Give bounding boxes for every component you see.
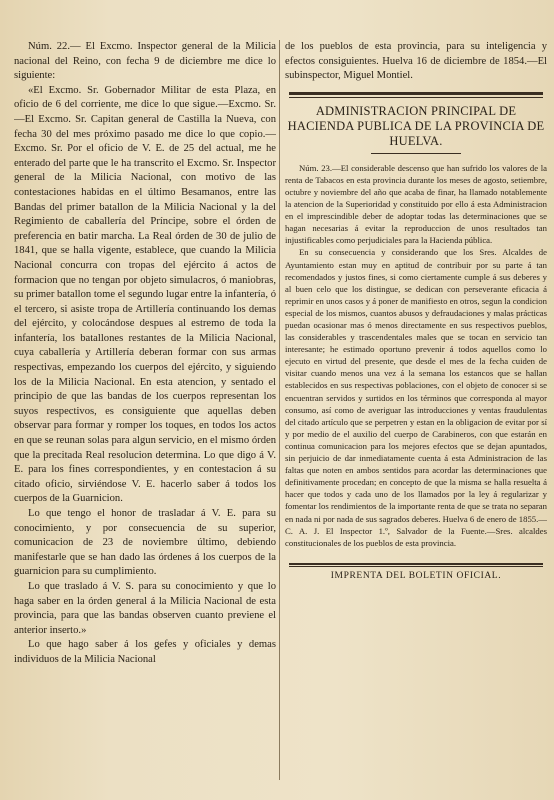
- section-rule-thin: [289, 97, 543, 98]
- right-paragraph-1: Núm. 23.—El considerable descenso que han sufrido los valores de la renta de Tabacos en esta provincia durante los meses de agosto, setiembre, octubre y noviembre del año que acaba de finar, ha llamado notablemente la atencion de la Superioridad y constituido por ello á esta Administracion en el imprescindible deber de adoptar todas las determinaciones que se hagan necesarias á evitar la reproduccion de unos resultados tan injustificables como perjudiciales para la Hacienda pública.: [285, 162, 547, 246]
- right-column: [285, 40, 547, 796]
- continuation-paragraph: de los pueblos de esta provincia, para su inteligencia y efectos consiguientes. Huelva 16 de diciembre de 1854.—El subinspector, Miguel Montiel.: [285, 41, 547, 82]
- footer-rule-thick: [289, 563, 543, 565]
- column-divider: [279, 40, 280, 780]
- left-paragraph-5: Lo que hago saber á los gefes y oficiales y demas individuos de la Milicia Nacional: [14, 639, 276, 665]
- imprint-line: IMPRENTA DEL BOLETIN OFICIAL.: [330, 570, 502, 581]
- left-paragraph-3: Lo que tengo el honor de trasladar á V. E. para su conocimiento, y por consecuencia de su superior, comunicacion de 23 de noviembre último, debiendo manifestarle que se han dado las órdenes á los cuerpos de la guarnicion para su cumplimiento.: [14, 508, 276, 578]
- section-rule-thick: [289, 92, 543, 95]
- left-column: [14, 40, 276, 796]
- left-paragraph-1: Núm. 22.— El Excmo. Inspector general de la Milicia nacional del Reino, con fecha 9 de diciembre me dice lo siguiente:: [14, 41, 276, 82]
- left-paragraph-2: «El Excmo. Sr. Gobernador Militar de esta Plaza, en oficio de 6 del corriente, me dice lo que sigue.—Excmo. Sr.—El Excmo. Sr. Capitan general de Castilla la Nueva, con fecha 30 del mes próximo pasado me dice lo que copio.—Excmo. Sr. Por el oficio de V. E. de 25 del actual, me he enterado del parte que le ha transcrito el Excmo. Sr. Inspector general de la Milicia Nacional, con motivo de las contestaciones habidas en el último Besamanos, entre las Bandas del primer batallon de la Milicia Nacional y la del Regimiento de caballería del Príncipe, sobre el órden de preferencia en batir marcha. La Real órden de 30 de julio de 1841, que se halla vigente, establece, que cuando la Milicia Nacional concurra con tropas del ejército á actos de formacion que no tengan por objeto simulacros, ó maniobras, su primer batallon tome el segundo lugar entre la infantería, ó el tercero, si asiste tropa de Artillería continuando los demas del ejército, y colocándose despues al estremo de toda la infantería, los batallones restantes de la Milicia Nacional, cuya caballería y Artillería deberan formar con sus armas respectivas, empezando los cuerpos del ejército, y siguiendo los de la Milicia Nacional. En esta atencion, y sentado el principio de que las bandas de los cuerpos representan los suyos respectivos, es consiguiente que aquellas deben observar para formar y romper los toques, en todos los actos en que se reunan solas para algun servicio, en el mismo órden que la precitada Real resolucion determina. Lo que digo á V. E. para los fines correspondientes, y en contestacion á su citado oficio, sirviéndose V. E. hacerlo saber á todos los cuerpos de la Guarnicion.: [14, 84, 276, 505]
- section-heading: ADMINISTRACION PRINCIPAL DE HACIENDA PUBLICA DE LA PROVINCIA DE HUELVA.: [287, 103, 545, 148]
- left-paragraph-4: Lo que traslado á V. S. para su conocimiento y que lo haga saber en la órden general á la Milicia Nacional de esta provincia, para que las bandas observen cuanto previene el anterior inserto.»: [14, 580, 276, 636]
- right-paragraph-2: En su consecuencia y considerando que los Sres. Alcaldes de Ayuntamiento estan muy en aptitud de contribuir por su parte á tan recomendados y justos fines, si como ciertamente cumple á sus deberes y al buen celo que los distingue, se dedican con perseverante eficacia á reprimir en unos casos y á poner de manifiesto en otros, segun la condicion especial de los mismos, cuantos abusos y defraudaciones y malas prácticas puedan ocasionar mas ó menos directamente en sus respectivos pueblos, las considerables y trascendentales males que se tocan en servicio tan interesante; he estimado oportuno prevenir á todos aquellos como lo ejecuto en virtud del presente, que desde el mes de la fecha cuiden de visitar cuando menos una vez á la semana los estancos que se hallan establecidos en sus respectivas poblaciones, con el objeto de conocer si se encuentran servidos y surtidos en los términos que corresponda al mayor consumo, así como de averiguar las introducciones y ventas fraudulentas del citado artículo que se perpetren y estan en la obligacion de evitar por sí y por medio de el auxilio del cuerpo de Carabineros, con que estarán en continua comunicacion para los mejores efectos que se dejan apuntados, sin perjuicio de dar inmediatamente cuenta á esta Administracion de las faltas que noten en ambos sentidos para acordar las determinaciones que definitivamente procedan; en concepto de que la misma se halla resuelta á hacer que todos y cada uno de los llamados por la ley á regularizar y fomentar los rendimientos de la importante renta de que se trata no separan en nada ni por nada de sus sagrados deberes. Huelva 6 de enero de 1855.—C. A. J. El Inspector 1.º, Salvador de la Fuente.—Sres. alcaldes constitucionales de los pueblos de esta provincia.: [285, 247, 547, 548]
- heading-underline: [371, 153, 461, 154]
- footer-rule-thin: [289, 566, 543, 567]
